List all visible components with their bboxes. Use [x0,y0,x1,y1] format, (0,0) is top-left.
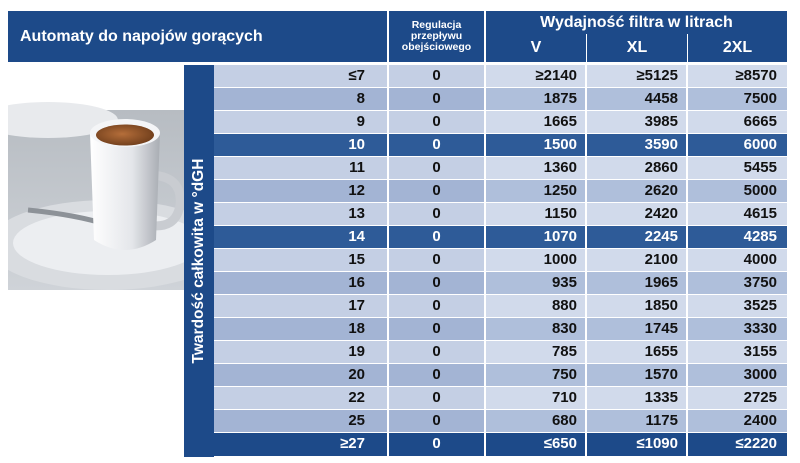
hardness-cell: 12 [214,180,389,202]
table-row [214,410,787,433]
capacity-v-cell: 1070 [486,226,587,248]
hardness-cell: 19 [214,341,389,363]
hardness-cell: ≤7 [214,65,389,87]
capacity-v-cell: 935 [486,272,587,294]
capacity-v-cell: ≤650 [486,433,587,456]
capacity-xl-cell: 1850 [587,295,688,317]
capacity-v-cell: 1360 [486,157,587,179]
bypass-cell: 0 [389,203,486,225]
bypass-cell: 0 [389,134,486,156]
table-row [214,88,787,111]
bypass-cell: 0 [389,387,486,409]
capacity-xl-cell: 4458 [587,88,688,110]
capacity-2xl-cell: ≥8570 [688,65,787,87]
capacity-v-cell: 880 [486,295,587,317]
capacity-v-cell: 750 [486,364,587,386]
table-row [214,272,787,295]
hardness-cell: 22 [214,387,389,409]
hardness-cell: 15 [214,249,389,271]
capacity-2xl-cell: 7500 [688,88,787,110]
capacity-xl-cell: 1655 [587,341,688,363]
filter-capacity-group-header [486,11,787,34]
bypass-cell: 0 [389,318,486,340]
hardness-cell: 10 [214,134,389,156]
capacity-xl-cell: 3590 [587,134,688,156]
bypass-cell: 0 [389,111,486,133]
hardness-cell: 11 [214,157,389,179]
table-row [214,341,787,364]
capacity-v-cell: 1250 [486,180,587,202]
table-row [214,180,787,203]
table-row [214,364,787,387]
filter-capacity-label: Wydajność filtra w litrach [540,14,733,31]
bypass-cell: 0 [389,410,486,432]
capacity-2xl-cell: 4615 [688,203,787,225]
bypass-cell: 0 [389,364,486,386]
size-header-2xl: 2XL [688,34,787,62]
capacity-v-cell: 1875 [486,88,587,110]
hardness-cell: ≥27 [214,433,389,456]
capacity-xl-cell: 1965 [587,272,688,294]
capacity-v-cell: ≥2140 [486,65,587,87]
size-header-xl: XL [587,34,688,62]
hardness-axis-label [184,65,214,457]
table-row [214,111,787,134]
capacity-xl-cell: 2420 [587,203,688,225]
hardness-axis-label-text: Twardość całkowita w °dGH [190,158,207,364]
capacity-xl-cell: 1745 [587,318,688,340]
coffee-cup-icon [8,65,184,458]
capacity-xl-cell: 3985 [587,111,688,133]
capacity-2xl-cell: 5455 [688,157,787,179]
bypass-cell: 0 [389,226,486,248]
capacity-v-cell: 830 [486,318,587,340]
capacity-xl-cell: ≥5125 [587,65,688,87]
capacity-v-cell: 710 [486,387,587,409]
bypass-cell: 0 [389,272,486,294]
hardness-cell: 8 [214,88,389,110]
filter-size-header-row [486,34,787,62]
capacity-xl-cell: ≤1090 [587,433,688,456]
table-row [214,157,787,180]
table-row [214,249,787,272]
capacity-xl-cell: 1570 [587,364,688,386]
capacity-2xl-cell: 3525 [688,295,787,317]
hardness-cell: 18 [214,318,389,340]
capacity-xl-cell: 2620 [587,180,688,202]
capacity-xl-cell: 2100 [587,249,688,271]
table-row [214,226,787,249]
capacity-2xl-cell: 4285 [688,226,787,248]
capacity-2xl-cell: 4000 [688,249,787,271]
hardness-cell: 25 [214,410,389,432]
capacity-2xl-cell: 5000 [688,180,787,202]
capacity-xl-cell: 1175 [587,410,688,432]
table-body [214,65,787,456]
bypass-header-line: przepływu [410,30,463,42]
bypass-cell: 0 [389,341,486,363]
bypass-cell: 0 [389,157,486,179]
capacity-v-cell: 680 [486,410,587,432]
table-row [214,65,787,88]
bypass-cell: 0 [389,88,486,110]
capacity-2xl-cell: 3750 [688,272,787,294]
capacity-2xl-cell: 6000 [688,134,787,156]
capacity-v-cell: 1500 [486,134,587,156]
hardness-cell: 16 [214,272,389,294]
hardness-cell: 17 [214,295,389,317]
capacity-2xl-cell: 2400 [688,410,787,432]
capacity-xl-cell: 1335 [587,387,688,409]
hardness-cell: 9 [214,111,389,133]
coffee-cup-photo [8,62,184,458]
table-row [214,134,787,157]
bypass-cell: 0 [389,180,486,202]
capacity-v-cell: 1000 [486,249,587,271]
capacity-2xl-cell: 2725 [688,387,787,409]
table-row [214,318,787,341]
bypass-column-header [389,11,485,62]
hardness-cell: 13 [214,203,389,225]
capacity-2xl-cell: 3000 [688,364,787,386]
bypass-header-line: Regulacja [411,19,462,31]
capacity-2xl-cell: ≤2220 [688,433,787,456]
bypass-cell: 0 [389,249,486,271]
table-row [214,203,787,226]
capacity-v-cell: 1665 [486,111,587,133]
bypass-cell: 0 [389,65,486,87]
table-row [214,433,787,456]
capacity-2xl-cell: 3155 [688,341,787,363]
bypass-header-line: obejściowego [401,41,472,53]
table-title [8,11,388,62]
hardness-cell: 20 [214,364,389,386]
capacity-2xl-cell: 6665 [688,111,787,133]
capacity-v-cell: 1150 [486,203,587,225]
capacity-xl-cell: 2860 [587,157,688,179]
capacity-xl-cell: 2245 [587,226,688,248]
bypass-cell: 0 [389,433,486,456]
size-header-v: V [486,34,587,62]
capacity-2xl-cell: 3330 [688,318,787,340]
table-row [214,387,787,410]
hardness-cell: 14 [214,226,389,248]
bypass-cell: 0 [389,295,486,317]
table-title-text: Automaty do napojów gorących [20,27,263,45]
table-row [214,295,787,318]
capacity-v-cell: 785 [486,341,587,363]
